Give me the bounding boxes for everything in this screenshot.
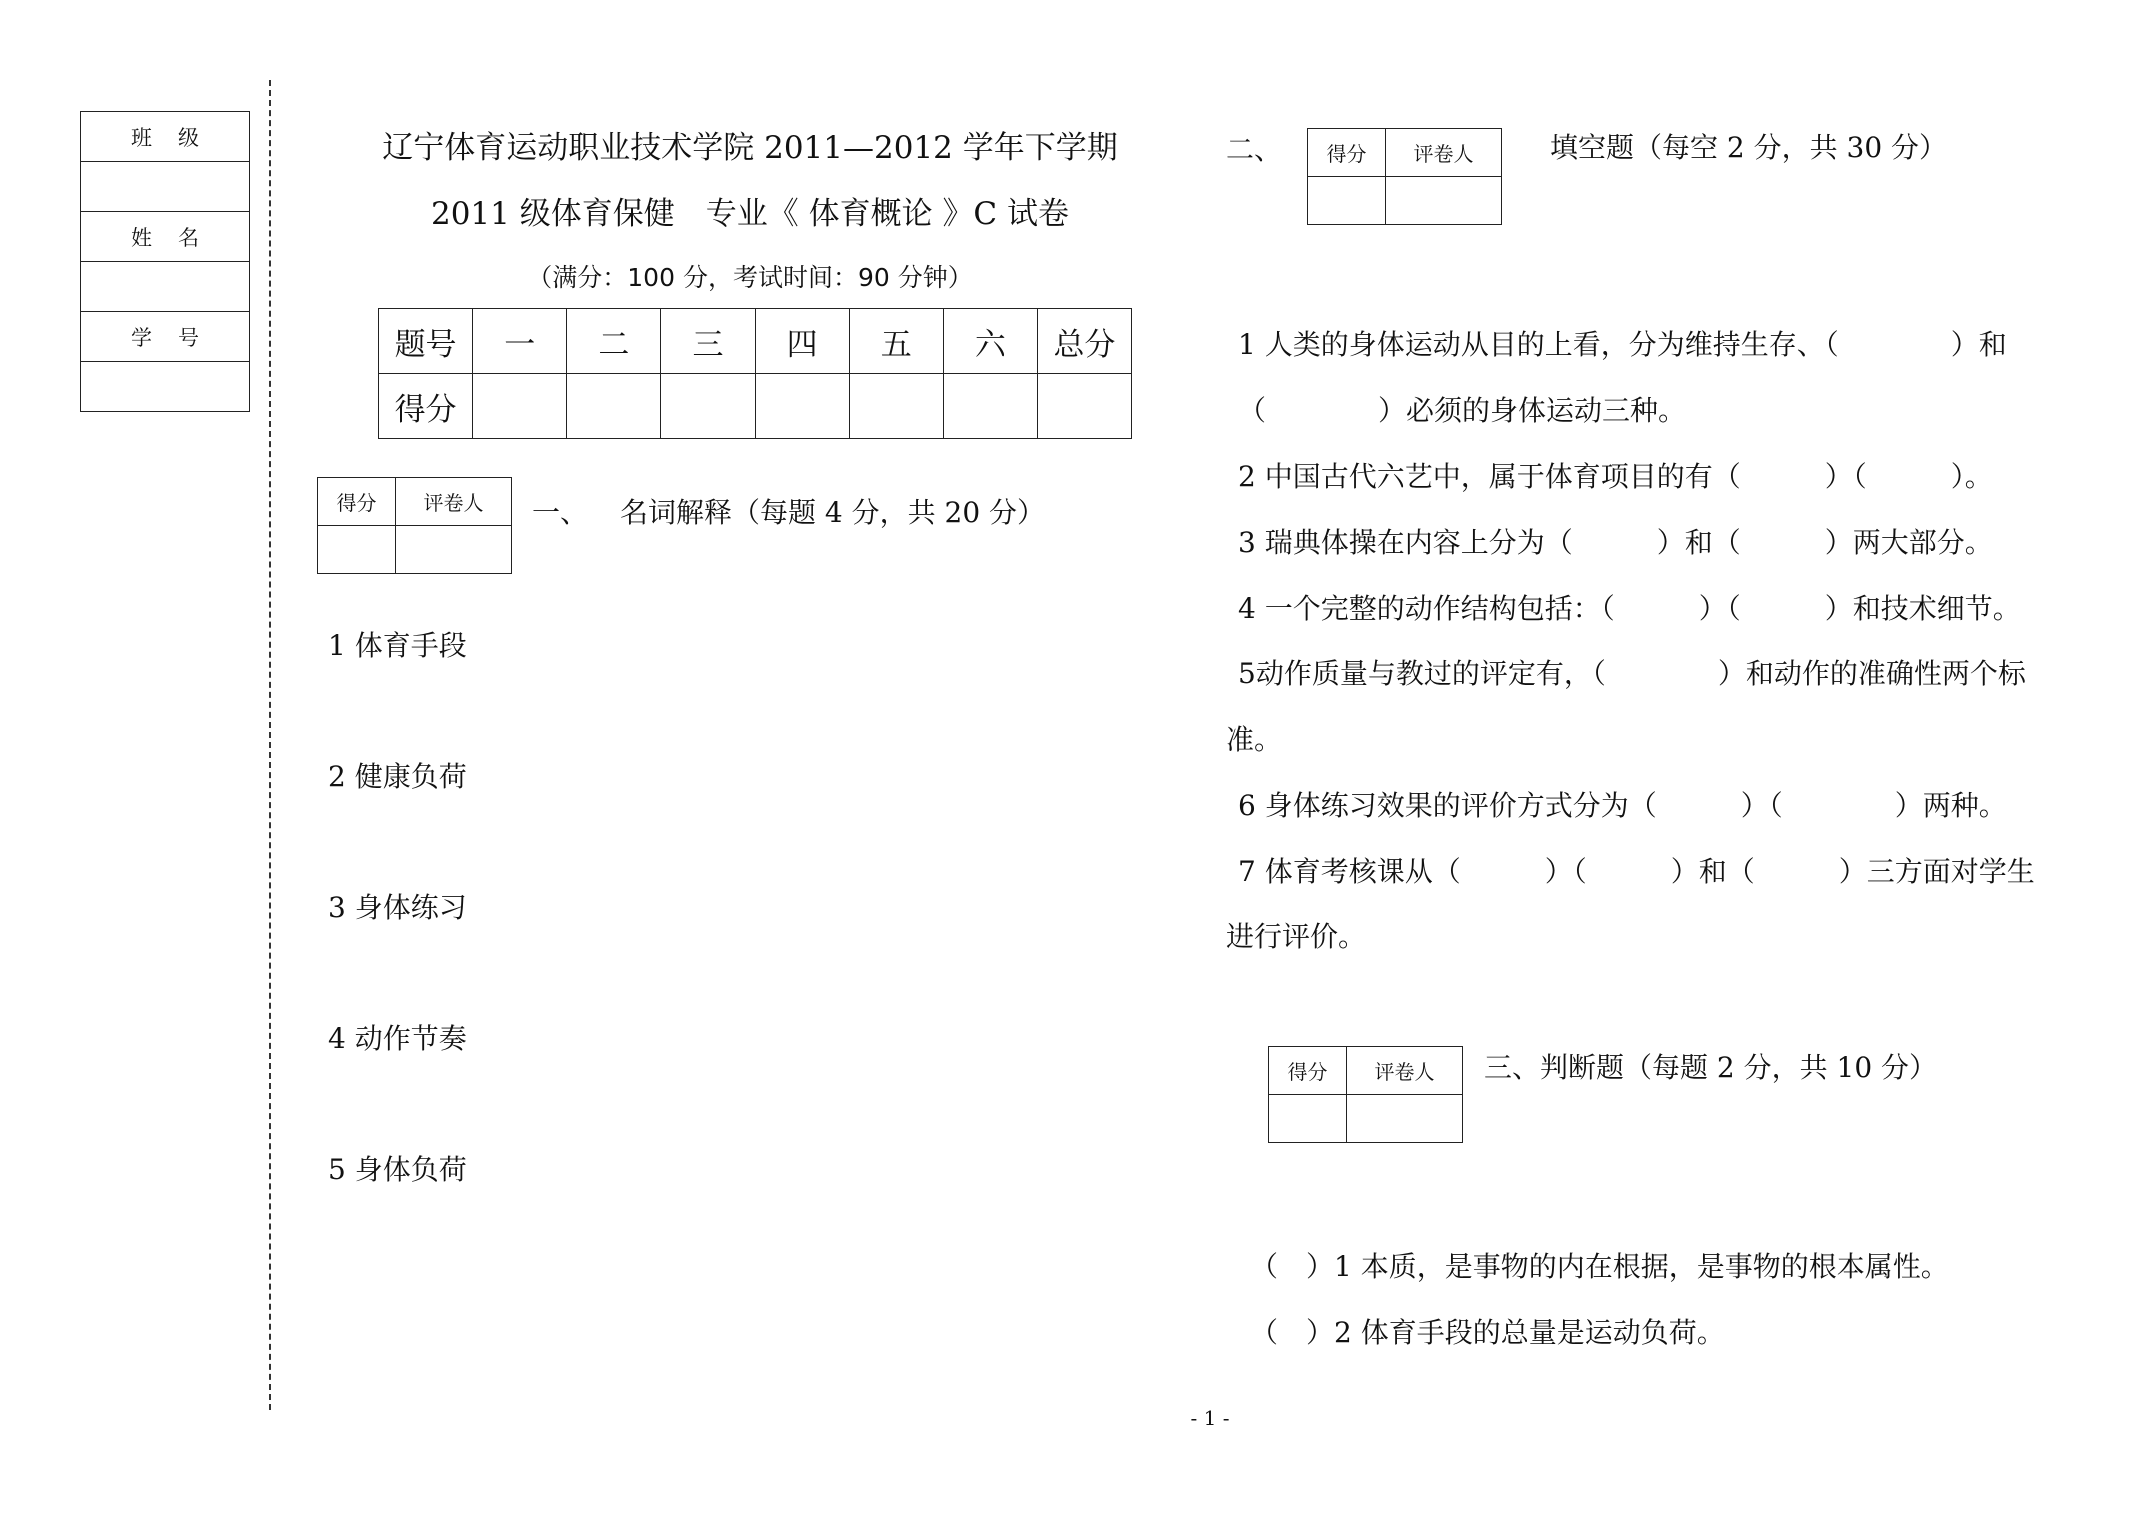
grader-name-cell[interactable] — [395, 526, 511, 574]
score-col-header: 二 — [567, 309, 661, 374]
fill-blank-line: 进行评价。 — [1226, 920, 1367, 953]
true-false-item: （ ）2 体育手段的总量是运动负荷。 — [1250, 1316, 1725, 1349]
score-cell[interactable] — [849, 374, 943, 439]
score-cell[interactable] — [1037, 374, 1131, 439]
grader-name-label: 评卷人 — [395, 478, 511, 526]
fill-blank-line: 6 身体练习效果的评价方式分为（ ）（ ）两种。 — [1238, 789, 2007, 822]
term-item: 5 身体负荷 — [328, 1153, 467, 1186]
fill-blank-line: 1 人类的身体运动从目的上看，分为维持生存、（ ）和 — [1238, 328, 2007, 361]
name-label: 姓名 — [81, 212, 250, 262]
term-item: 1 体育手段 — [328, 629, 467, 662]
score-cell[interactable] — [567, 374, 661, 439]
grader-name-label: 评卷人 — [1385, 129, 1501, 177]
true-false-item: （ ）1 本质，是事物的内在根据，是事物的根本属性。 — [1250, 1250, 1949, 1283]
class-label: 班级 — [81, 112, 250, 162]
grader-name-cell[interactable] — [1385, 177, 1501, 225]
class-field[interactable] — [81, 162, 250, 212]
fill-blank-line: 2 中国古代六艺中，属于体育项目的有（ ）（ ）。 — [1238, 460, 1993, 493]
score-col-header: 六 — [943, 309, 1037, 374]
section2-title: 填空题（每空 2 分，共 30 分） — [1550, 131, 1948, 164]
id-field[interactable] — [81, 362, 250, 412]
grader-name-cell[interactable] — [1346, 1095, 1462, 1143]
fill-blank-line: 3 瑞典体操在内容上分为（ ）和（ ）两大部分。 — [1238, 526, 1993, 559]
binding-line — [269, 80, 271, 1410]
score-cell[interactable] — [661, 374, 755, 439]
term-item: 2 健康负荷 — [328, 760, 467, 793]
score-col-header: 三 — [661, 309, 755, 374]
fill-blank-line: （ ）必须的身体运动三种。 — [1238, 394, 1687, 427]
term-item: 4 动作节奏 — [328, 1022, 467, 1055]
fill-blank-line: 5动作质量与教过的评定有，（ ）和动作的准确性两个标 — [1238, 657, 2026, 690]
score-col-header: 五 — [849, 309, 943, 374]
grader-score-cell[interactable] — [1308, 177, 1386, 225]
id-label: 学号 — [81, 312, 250, 362]
score-cell[interactable] — [755, 374, 849, 439]
name-field[interactable] — [81, 262, 250, 312]
grader-score-label: 得分 — [1308, 129, 1386, 177]
score-row-label: 得分 — [379, 374, 473, 439]
section1-title: 名词解释（每题 4 分，共 20 分） — [620, 496, 1046, 529]
student-info-box — [80, 111, 250, 412]
score-summary-table — [378, 308, 1132, 439]
grader-score-label: 得分 — [1269, 1047, 1347, 1095]
score-col-header: 总分 — [1037, 309, 1131, 374]
section1-number: 一、 — [532, 496, 589, 529]
grader-score-cell[interactable] — [318, 526, 396, 574]
section2-grader-box — [1307, 128, 1502, 225]
section3-grader-box — [1268, 1046, 1463, 1143]
fill-blank-line: 准。 — [1226, 723, 1283, 756]
section1-grader-box — [317, 477, 512, 574]
score-col-header: 四 — [755, 309, 849, 374]
score-cell[interactable] — [473, 374, 567, 439]
section2-number: 二、 — [1226, 133, 1283, 166]
term-item: 3 身体练习 — [328, 891, 467, 924]
fill-blank-line: 4 一个完整的动作结构包括：（ ）（ ）和技术细节。 — [1238, 592, 2021, 625]
score-value-row — [379, 374, 1132, 439]
score-cell[interactable] — [943, 374, 1037, 439]
fill-blank-line: 7 体育考核课从（ ）（ ）和（ ）三方面对学生 — [1238, 855, 2035, 888]
grader-name-label: 评卷人 — [1346, 1047, 1462, 1095]
score-col-header: 题号 — [379, 309, 473, 374]
score-header-row — [379, 309, 1132, 374]
grader-score-label: 得分 — [318, 478, 396, 526]
grader-score-cell[interactable] — [1269, 1095, 1347, 1143]
score-col-header: 一 — [473, 309, 567, 374]
page-number: - 1 - — [1190, 1406, 1230, 1430]
exam-info: （满分：100 分，考试时间：90 分钟） — [527, 263, 973, 292]
section3-title: 三、判断题（每题 2 分，共 10 分） — [1484, 1051, 1938, 1084]
exam-title-line2: 2011 级体育保健 专业《 体育概论 》C 试卷 — [430, 196, 1070, 232]
exam-title-line1: 辽宁体育运动职业技术学院 2011—2012 学年下学期 — [382, 130, 1118, 166]
